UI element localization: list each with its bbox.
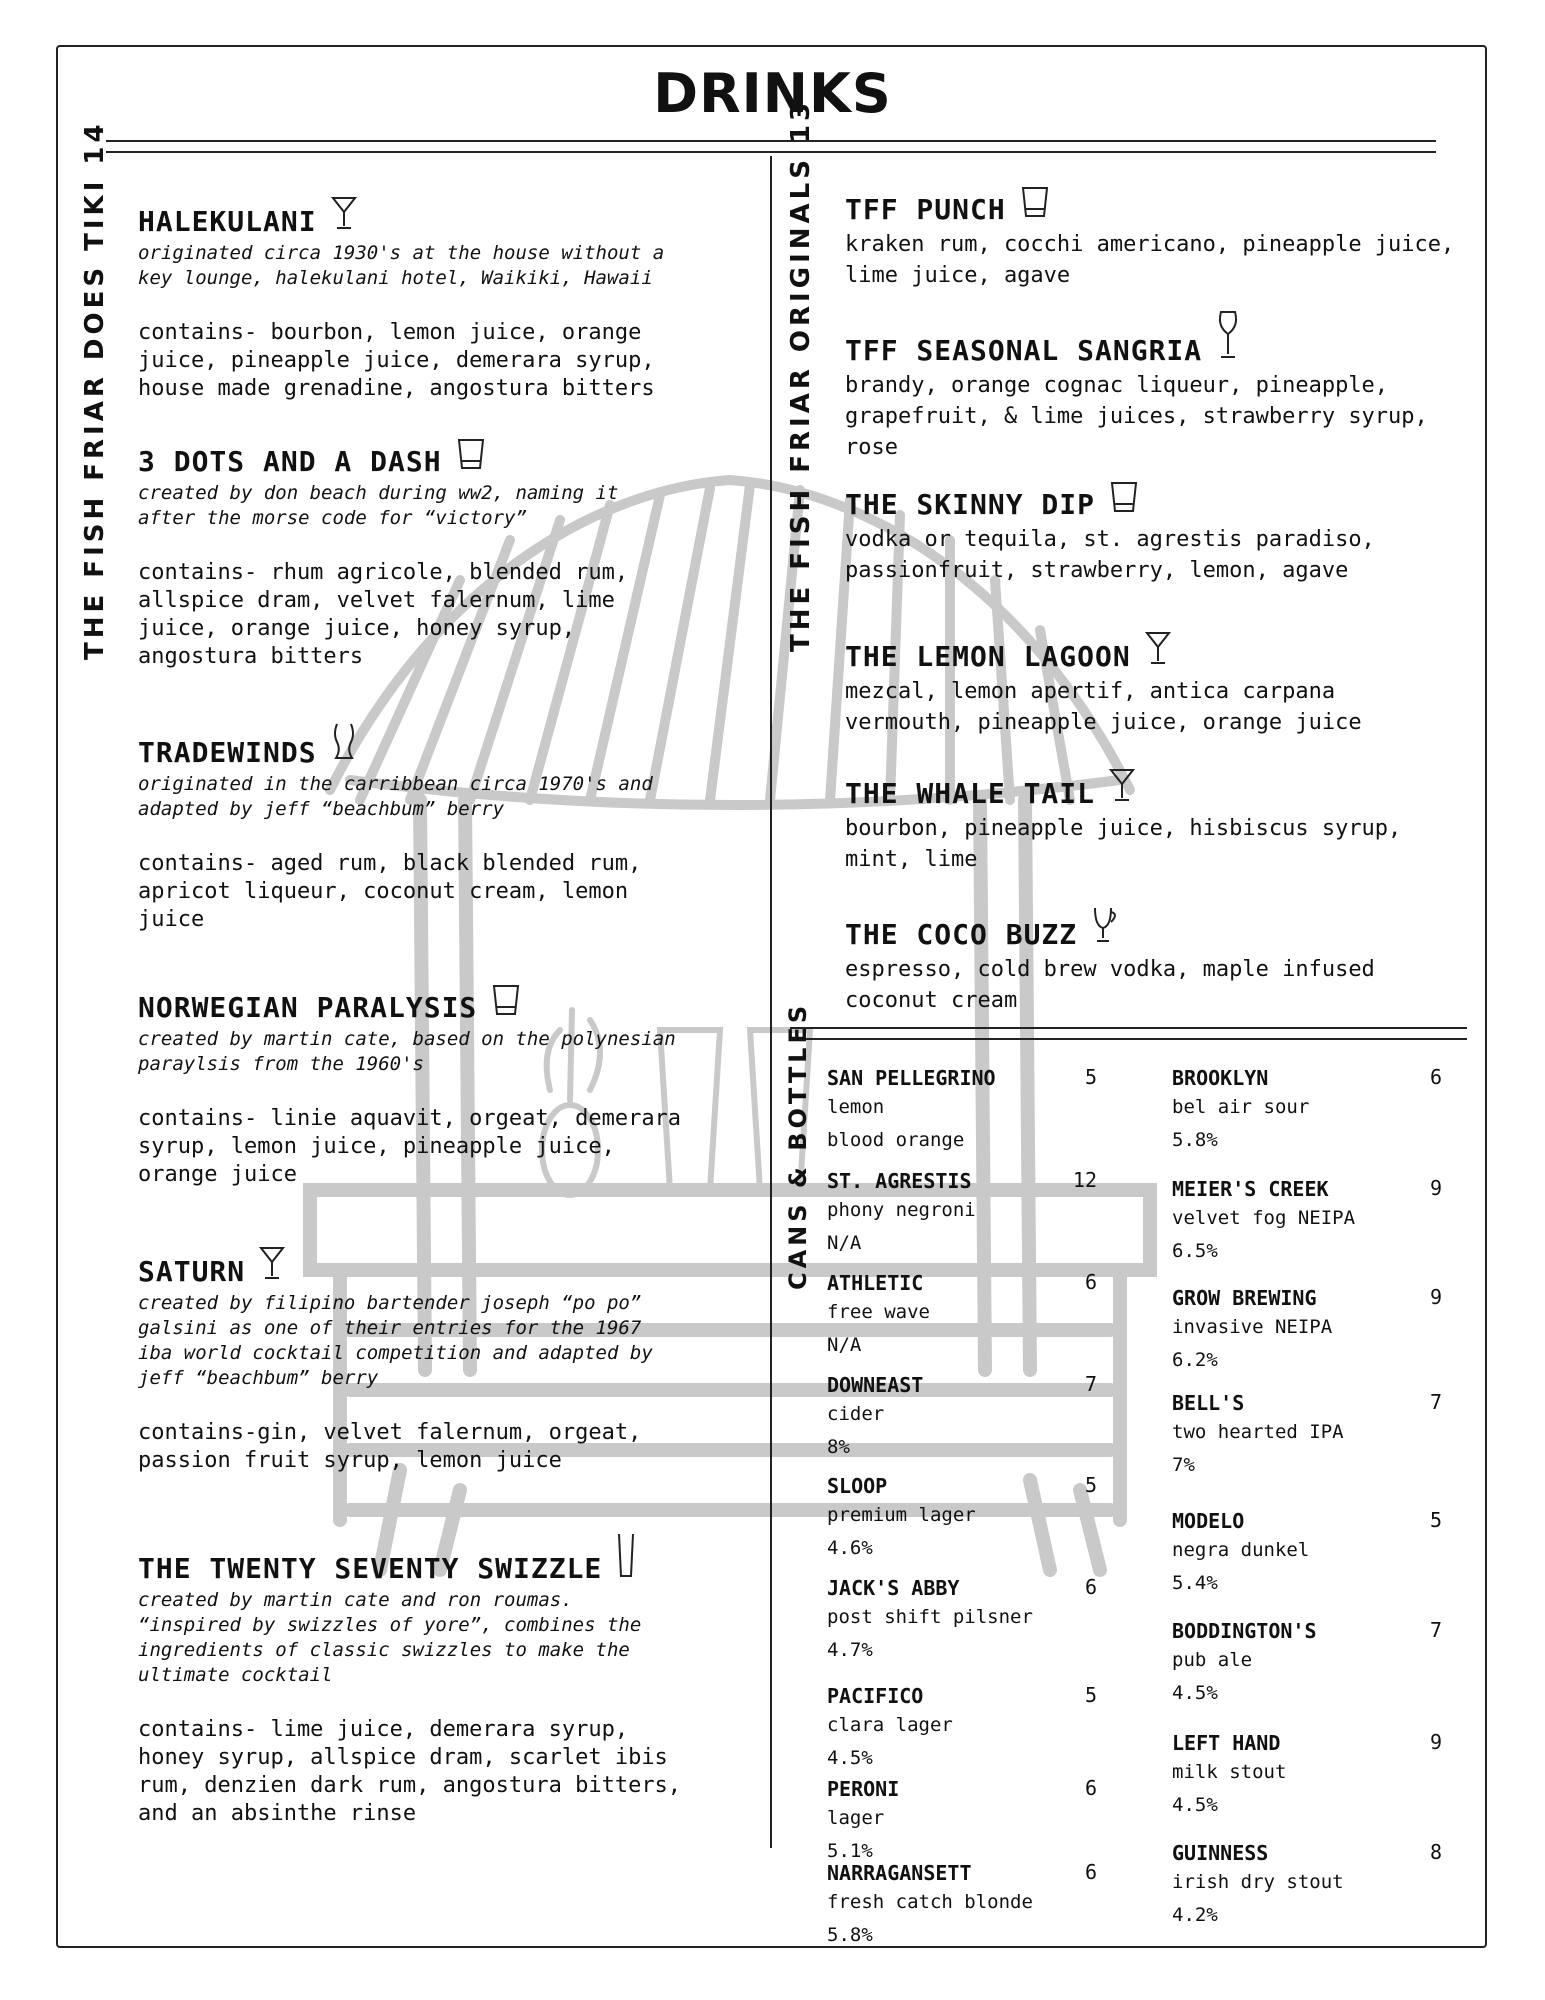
rocks-glass-icon xyxy=(491,983,521,1025)
beverage-style: phony negroni xyxy=(827,1199,976,1221)
beverage-style: fresh catch blonde xyxy=(827,1891,1033,1913)
beverage-price: 7 xyxy=(1084,1372,1097,1396)
beverage-detail: N/A xyxy=(827,1232,862,1254)
beverage-detail: 5.1% xyxy=(827,1840,873,1862)
page-title: DRINKS xyxy=(653,62,892,125)
origin-line: ultimate cocktail xyxy=(138,1664,333,1686)
original-drink xyxy=(845,185,1485,291)
contains-line: and an absinthe rinse xyxy=(138,1801,417,1826)
origin-line: “inspired by swizzles of yore”, combines the xyxy=(138,1614,642,1636)
beverage-price: 7 xyxy=(1429,1618,1442,1642)
drink-name xyxy=(138,437,758,479)
beverage-price: 12 xyxy=(1072,1168,1097,1192)
original-drink xyxy=(845,906,1485,1016)
origin-line: created by martin cate and ron roumas. xyxy=(138,1589,573,1611)
beverage-item xyxy=(1172,1065,1442,1157)
drink-contains xyxy=(138,559,758,671)
beverage-name: JACK'S ABBY xyxy=(827,1576,960,1600)
drink-name-text: THE COCO BUZZ xyxy=(845,918,1078,951)
description-line: grapefruit, & lime juices, strawberry syrup, xyxy=(845,404,1428,429)
beverage-style: bel air sour xyxy=(1172,1096,1310,1118)
contains-line: passion fruit syrup, lemon juice xyxy=(138,1448,562,1473)
beverage-price: 6 xyxy=(1084,1575,1097,1599)
drink-name xyxy=(845,767,1485,811)
beverage-name: NARRAGANSETT xyxy=(827,1861,972,1885)
beverage-name: BROOKLYN xyxy=(1172,1066,1269,1090)
title-divider-bottom xyxy=(106,151,1436,153)
martini-glass-icon xyxy=(259,1245,285,1289)
description-line: bourbon, pineapple juice, hisbiscus syrup, xyxy=(845,816,1402,841)
title-divider-top xyxy=(106,140,1436,142)
description-line: espresso, cold brew vodka, maple infused xyxy=(845,957,1375,982)
rocks-glass-icon xyxy=(1020,185,1050,227)
beverage-detail: 4.5% xyxy=(827,1747,873,1769)
contains-line: honey syrup, allspice dram, scarlet ibis xyxy=(138,1745,668,1770)
section-label-originals: THE FISH FRIAR ORIGINALS 13 xyxy=(786,98,816,652)
beverage-name: SAN PELLEGRINO xyxy=(827,1066,996,1090)
tiki-drink xyxy=(138,722,758,934)
beverage-price: 6 xyxy=(1084,1270,1097,1294)
beverage-item xyxy=(1172,1390,1442,1482)
beverage-price: 5 xyxy=(1084,1473,1097,1497)
description-line: coconut cream xyxy=(845,988,1018,1013)
rocks-glass-icon xyxy=(456,437,486,479)
beverage-item xyxy=(827,1168,1097,1260)
beverage-detail: 4.6% xyxy=(827,1537,873,1559)
beverage-detail: 6.5% xyxy=(1172,1240,1218,1262)
contains-line: juice xyxy=(138,907,205,932)
description-line: kraken rum, cocchi americano, pineapple juice, xyxy=(845,232,1455,257)
beverage-style: pub ale xyxy=(1172,1649,1253,1671)
martini-glass-icon xyxy=(1109,767,1135,811)
beverage-price: 9 xyxy=(1429,1176,1442,1200)
beverage-name: GROW BREWING xyxy=(1172,1286,1317,1310)
contains-line: rum, denzien dark rum, angostura bitters, xyxy=(138,1773,682,1798)
contains-line: apricot liqueur, coconut cream, lemon xyxy=(138,879,629,904)
beverage-detail: 4.5% xyxy=(1172,1794,1218,1816)
contains-line: juice, orange juice, honey syrup, xyxy=(138,616,576,641)
beverage-style: premium lager xyxy=(827,1504,976,1526)
beverage-item xyxy=(1172,1285,1442,1377)
beverage-style: free wave xyxy=(827,1301,930,1323)
tiki-drink xyxy=(138,1532,758,1828)
drink-origin xyxy=(138,481,758,531)
origin-line: after the morse code for “victory” xyxy=(138,507,527,529)
beverage-style: clara lager xyxy=(827,1714,953,1736)
beverage-item xyxy=(1172,1618,1442,1710)
beverage-style: lager xyxy=(827,1807,885,1829)
original-drink xyxy=(845,767,1485,875)
beverage-name: PERONI xyxy=(827,1777,900,1801)
drink-name-text: THE LEMON LAGOON xyxy=(845,640,1131,673)
beverage-style: velvet fog NEIPA xyxy=(1172,1207,1356,1229)
beverage-detail: N/A xyxy=(827,1334,862,1356)
contains-line: house made grenadine, angostura bitters xyxy=(138,376,655,401)
drink-description xyxy=(845,370,1485,463)
description-line: vermouth, pineapple juice, orange juice xyxy=(845,710,1362,735)
original-drink xyxy=(845,310,1485,463)
martini-glass-icon xyxy=(331,195,357,239)
beverage-style: invasive NEIPA xyxy=(1172,1316,1333,1338)
drink-origin xyxy=(138,1588,758,1688)
beverage-price: 6 xyxy=(1084,1860,1097,1884)
beverage-detail: 5.8% xyxy=(827,1924,873,1946)
drink-name-text: TRADEWINDS xyxy=(138,736,317,769)
description-line: rose xyxy=(845,435,898,460)
description-line: passionfruit, strawberry, lemon, agave xyxy=(845,558,1349,583)
beverage-detail: 4.7% xyxy=(827,1639,873,1661)
beverage-item xyxy=(827,1683,1097,1775)
drink-origin xyxy=(138,1027,758,1077)
origin-line: created by filipino bartender joseph “po po” xyxy=(138,1292,642,1314)
original-drink xyxy=(845,630,1485,738)
beverage-style: milk stout xyxy=(1172,1761,1287,1783)
cans-divider-bottom xyxy=(790,1038,1467,1040)
beverage-style: lemon xyxy=(827,1096,885,1118)
wine-glass-icon xyxy=(1216,310,1240,368)
origin-line: originated in the carribbean circa 1970's and xyxy=(138,773,653,795)
section-label-tiki: THE FISH FRIAR DOES TIKI 14 xyxy=(80,120,110,660)
origin-line: created by don beach during ww2, naming it xyxy=(138,482,619,504)
origin-line: galsini as one of their entries for the 1967 xyxy=(138,1317,642,1339)
beverage-item xyxy=(1172,1508,1442,1600)
origin-line: iba world cocktail competition and adapted by xyxy=(138,1342,653,1364)
drink-contains xyxy=(138,850,758,934)
beverage-item xyxy=(827,1270,1097,1362)
beverage-detail: 5.4% xyxy=(1172,1572,1218,1594)
beverage-price: 9 xyxy=(1429,1285,1442,1309)
drink-origin xyxy=(138,772,758,822)
mug-glass-icon xyxy=(1091,906,1121,952)
drink-name-text: TFF PUNCH xyxy=(845,193,1006,226)
contains-line: contains- aged rum, black blended rum, xyxy=(138,851,642,876)
original-drink xyxy=(845,480,1485,586)
origin-line: key lounge, halekulani hotel, Waikiki, Hawaii xyxy=(138,267,653,289)
cans-divider-top xyxy=(790,1027,1467,1029)
beverage-price: 5 xyxy=(1084,1065,1097,1089)
origin-line: created by martin cate, based on the polynesian xyxy=(138,1028,676,1050)
description-line: mint, lime xyxy=(845,847,978,872)
beverage-name: LEFT HAND xyxy=(1172,1731,1281,1755)
beverage-name: GUINNESS xyxy=(1172,1841,1269,1865)
beverage-item xyxy=(827,1776,1097,1868)
beverage-item xyxy=(827,1065,1097,1157)
contains-line: contains- rhum agricole, blended rum, xyxy=(138,560,629,585)
beverage-item xyxy=(1172,1730,1442,1822)
drink-name xyxy=(138,1245,758,1289)
drink-origin xyxy=(138,1291,758,1391)
drink-name xyxy=(845,185,1485,227)
beverage-name: MODELO xyxy=(1172,1509,1245,1533)
origin-line: ingredients of classic swizzles to make the xyxy=(138,1639,630,1661)
description-line: brandy, orange cognac liqueur, pineapple, xyxy=(845,373,1389,398)
beverage-detail: 7% xyxy=(1172,1454,1195,1476)
drink-name xyxy=(138,983,758,1025)
beverage-price: 5 xyxy=(1084,1683,1097,1707)
beverage-name: MEIER'S CREEK xyxy=(1172,1177,1329,1201)
beverage-item xyxy=(827,1575,1097,1667)
drink-contains xyxy=(138,1419,758,1475)
tiki-drink xyxy=(138,437,758,671)
tiki-drink xyxy=(138,983,758,1189)
drink-description xyxy=(845,813,1485,875)
beverage-name: ATHLETIC xyxy=(827,1271,924,1295)
beverage-detail: 5.8% xyxy=(1172,1129,1218,1151)
drink-name xyxy=(845,310,1485,368)
drink-name xyxy=(138,195,758,239)
beverage-name: DOWNEAST xyxy=(827,1373,924,1397)
beverage-price: 9 xyxy=(1429,1730,1442,1754)
beverage-item xyxy=(1172,1176,1442,1268)
beverage-detail: 4.2% xyxy=(1172,1904,1218,1926)
drink-contains xyxy=(138,1716,758,1828)
drink-name-text: HALEKULANI xyxy=(138,205,317,238)
beverage-detail: 8% xyxy=(827,1436,850,1458)
drink-origin xyxy=(138,241,758,291)
description-line: lime juice, agave xyxy=(845,263,1071,288)
contains-line: contains-gin, velvet falernum, orgeat, xyxy=(138,1420,642,1445)
contains-line: orange juice xyxy=(138,1162,297,1187)
tiki-drink xyxy=(138,195,758,403)
drink-description xyxy=(845,524,1485,586)
drink-name-text: THE SKINNY DIP xyxy=(845,488,1096,521)
drink-name-text: THE WHALE TAIL xyxy=(845,777,1096,810)
column-divider xyxy=(770,156,772,1848)
drink-name xyxy=(845,630,1485,674)
beverage-name: BELL'S xyxy=(1172,1391,1245,1415)
beverage-style: irish dry stout xyxy=(1172,1871,1344,1893)
beverage-item xyxy=(827,1860,1097,1952)
drink-contains xyxy=(138,1105,758,1189)
contains-line: allspice dram, velvet falernum, lime xyxy=(138,588,615,613)
rocks-glass-icon xyxy=(1109,480,1139,522)
description-line: vodka or tequila, st. agrestis paradiso, xyxy=(845,527,1375,552)
contains-line: contains- linie aquavit, orgeat, demerara xyxy=(138,1106,682,1131)
drink-description xyxy=(845,676,1485,738)
beverage-item xyxy=(827,1473,1097,1565)
drink-description xyxy=(845,229,1485,291)
beverage-name: SLOOP xyxy=(827,1474,888,1498)
beverage-detail: 4.5% xyxy=(1172,1682,1218,1704)
contains-line: juice, pineapple juice, demerara syrup, xyxy=(138,348,655,373)
drink-contains xyxy=(138,319,758,403)
drink-name-text: TFF SEASONAL SANGRIA xyxy=(845,334,1203,367)
beverage-name: PACIFICO xyxy=(827,1684,924,1708)
drink-name-text: 3 DOTS AND A DASH xyxy=(138,445,442,478)
beverage-price: 7 xyxy=(1429,1390,1442,1414)
beverage-name: BODDINGTON'S xyxy=(1172,1619,1317,1643)
origin-line: adapted by jeff “beachbum” berry xyxy=(138,798,505,820)
beverage-style: two hearted IPA xyxy=(1172,1421,1344,1443)
tiki-drink xyxy=(138,1245,758,1475)
origin-line: paraylsis from the 1960's xyxy=(138,1053,424,1075)
drink-name-text: THE TWENTY SEVENTY SWIZZLE xyxy=(138,1552,603,1585)
beverage-detail: 6.2% xyxy=(1172,1349,1218,1371)
drink-name-text: SATURN xyxy=(138,1255,246,1288)
contains-line: contains- lime juice, demerara syrup, xyxy=(138,1717,629,1742)
drink-name xyxy=(138,1532,758,1586)
beverage-style: cider xyxy=(827,1403,885,1425)
drink-name xyxy=(845,906,1485,952)
beverage-detail: blood orange xyxy=(827,1129,965,1151)
beverage-price: 6 xyxy=(1429,1065,1442,1089)
beverage-item xyxy=(1172,1840,1442,1932)
description-line: mezcal, lemon apertif, antica carpana xyxy=(845,679,1336,704)
drink-name-text: NORWEGIAN PARALYSIS xyxy=(138,991,478,1024)
beverage-price: 8 xyxy=(1429,1840,1442,1864)
drink-name xyxy=(138,722,758,770)
contains-line: angostura bitters xyxy=(138,644,364,669)
drink-name xyxy=(845,480,1485,522)
section-label-cans: CANS & BOTTLES xyxy=(784,1001,812,1290)
drink-description xyxy=(845,954,1485,1016)
martini-glass-icon xyxy=(1145,630,1171,674)
beverage-name: ST. AGRESTIS xyxy=(827,1169,972,1193)
contains-line: syrup, lemon juice, pineapple juice, xyxy=(138,1134,615,1159)
beverage-style: post shift pilsner xyxy=(827,1606,1033,1628)
beverage-style: negra dunkel xyxy=(1172,1539,1310,1561)
collins-glass-icon xyxy=(616,1532,636,1586)
beverage-price: 5 xyxy=(1429,1508,1442,1532)
beverage-price: 6 xyxy=(1084,1776,1097,1800)
contains-line: contains- bourbon, lemon juice, orange xyxy=(138,320,642,345)
hurricane-glass-icon xyxy=(331,722,357,770)
beverage-item xyxy=(827,1372,1097,1464)
origin-line: jeff “beachbum” berry xyxy=(138,1367,379,1389)
origin-line: originated circa 1930's at the house without a xyxy=(138,242,665,264)
